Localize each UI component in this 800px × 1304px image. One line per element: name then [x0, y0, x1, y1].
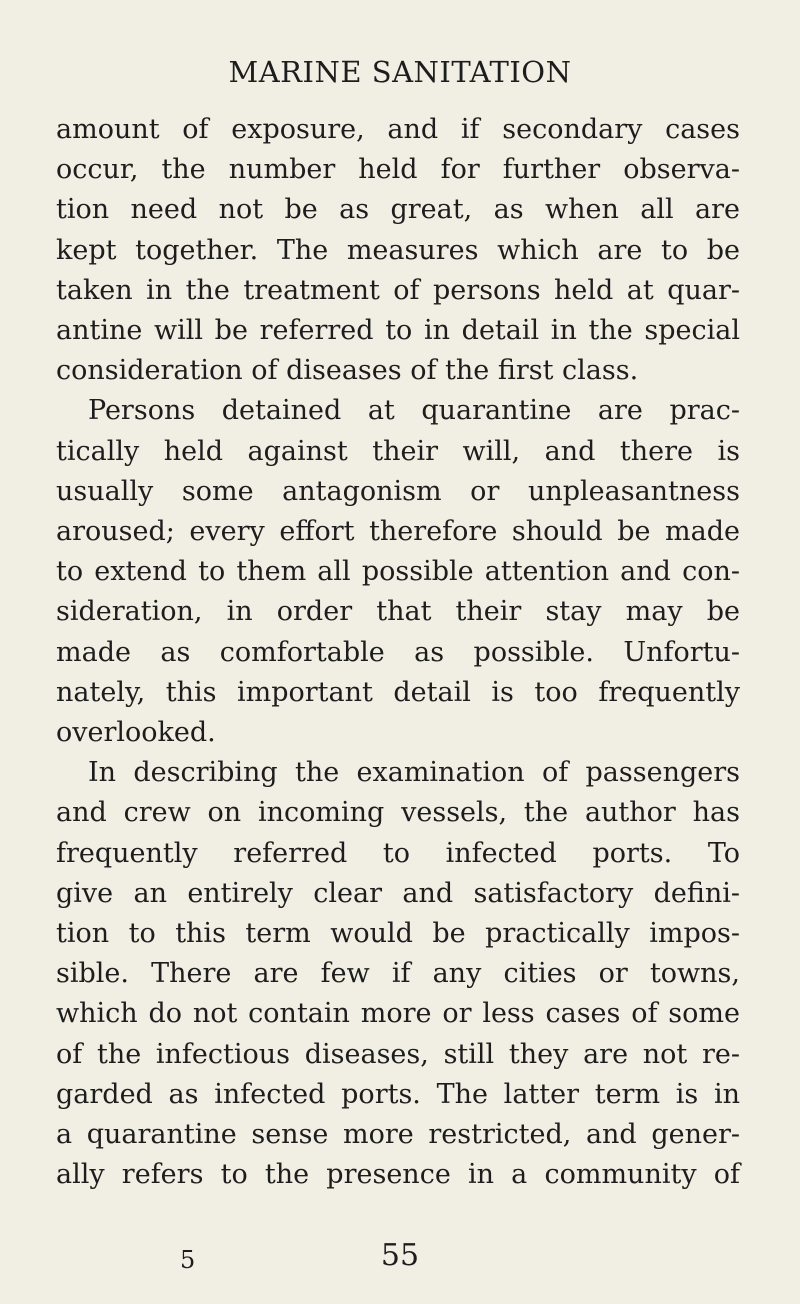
text-line: occur, the number held for further observa- [56, 154, 740, 186]
text-line: of the infectious diseases, still they are not re- [56, 1038, 740, 1070]
text-line: In describing the examination of passengers [88, 757, 740, 789]
text-line: made as comfortable as possible. Unfortu- [56, 636, 740, 668]
text-line: to extend to them all possible attention and con- [56, 556, 740, 588]
text-line: give an entirely clear and satisfactory defini- [56, 877, 740, 909]
text-line: which do not contain more or less cases of some [56, 998, 740, 1030]
page-number: 55 [380, 1238, 420, 1273]
text-line: overlooked. [56, 717, 216, 748]
text-line: consideration of diseases of the first class. [56, 355, 639, 387]
text-line: tion to this term would be practically impos- [56, 918, 740, 949]
text-line: a quarantine sense more restricted, and gener- [56, 1119, 740, 1150]
text-line: ally refers to the presence in a community of [56, 1159, 740, 1191]
text-line: garded as infected ports. The latter term is in [56, 1078, 740, 1110]
text-line: tion need not be as great, as when all are [56, 194, 740, 226]
text-line: frequently referred to infected ports. To [56, 837, 740, 869]
text-line: tically held against their will, and there is [56, 435, 740, 467]
text-line: Persons detained at quarantine are prac- [88, 395, 740, 427]
text-line: usually some antagonism or unpleasantness [56, 475, 740, 507]
text-line: aroused; every effort therefore should be made [56, 516, 740, 547]
text-line: sible. There are few if any cities or towns, [56, 958, 740, 990]
text-line: amount of exposure, and if secondary cases [56, 114, 740, 145]
text-line: kept together. The measures which are to be [56, 234, 740, 266]
running-head: MARINE SANITATION [228, 55, 572, 89]
text-line: taken in the treatment of persons held at quar- [56, 274, 740, 306]
text-line: sideration, in order that their stay may be [56, 596, 740, 628]
text-line: and crew on incoming vessels, the author has [56, 797, 740, 829]
text-line: antine will be referred to in detail in the special [56, 315, 740, 346]
text-line: nately, this important detail is too frequently [56, 676, 740, 708]
signature-mark: 5 [180, 1246, 196, 1274]
